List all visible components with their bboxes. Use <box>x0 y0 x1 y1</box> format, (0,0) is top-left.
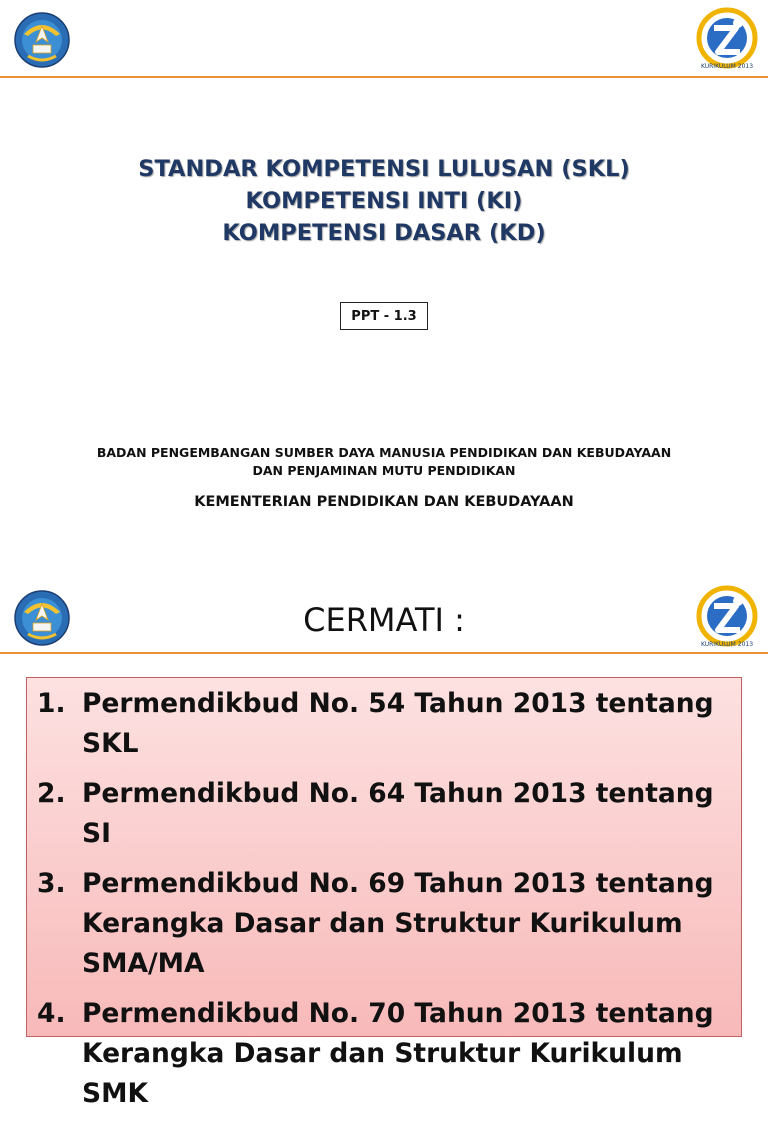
agency-name <box>40 444 728 480</box>
agency-line-2: DAN PENJAMINAN MUTU PENDIDIKAN <box>252 463 516 478</box>
list-item-number: 2. <box>37 778 66 809</box>
list-item-text: Permendikbud No. 64 Tahun 2013 tentang SI <box>82 778 714 849</box>
header-divider <box>0 76 768 78</box>
title-line-3: KOMPETENSI DASAR (KD) <box>222 220 546 246</box>
title-line-2: KOMPETENSI INTI (KI) <box>245 188 523 214</box>
cermati-slide <box>0 576 768 1109</box>
tut-wuri-handayani-emblem-icon <box>14 12 70 68</box>
list-item <box>27 774 727 854</box>
logo-caption: KURIKULUM 2013 <box>700 63 754 70</box>
list-item <box>27 684 727 764</box>
list-item-text: Permendikbud No. 54 Tahun 2013 tentang SKL <box>82 688 714 759</box>
list-item-number: 1. <box>37 688 66 719</box>
ministry-name: KEMENTERIAN PENDIDIKAN DAN KEBUDAYAAN <box>194 494 574 510</box>
regulation-list-box <box>26 677 742 1109</box>
kurikulum-2013-logo-icon <box>696 8 758 70</box>
header-divider <box>0 652 768 654</box>
logo-caption: KURIKULUM 2013 <box>700 641 754 648</box>
agency-line-1: BADAN PENGEMBANGAN SUMBER DAYA MANUSIA PENDIDIKAN DAN KEBUDAYAAN <box>96 445 672 460</box>
slide-title <box>40 153 728 249</box>
ppt-code-badge: PPT - 1.3 <box>340 302 428 330</box>
list-item <box>27 994 727 1114</box>
list-item-text: Permendikbud No. 70 Tahun 2013 tentang Kerangka Dasar dan Struktur Kurikulum SMK <box>82 998 714 1109</box>
list-item-text: Permendikbud No. 69 Tahun 2013 tentang Kerangka Dasar dan Struktur Kurikulum SMA/MA <box>82 868 714 979</box>
list-item-number: 4. <box>37 998 66 1029</box>
regulation-list <box>27 684 727 1124</box>
list-item-number: 3. <box>37 868 66 899</box>
title-line-1: STANDAR KOMPETENSI LULUSAN (SKL) <box>138 156 630 182</box>
slide-title: CERMATI : <box>303 601 465 639</box>
list-item <box>27 864 727 984</box>
